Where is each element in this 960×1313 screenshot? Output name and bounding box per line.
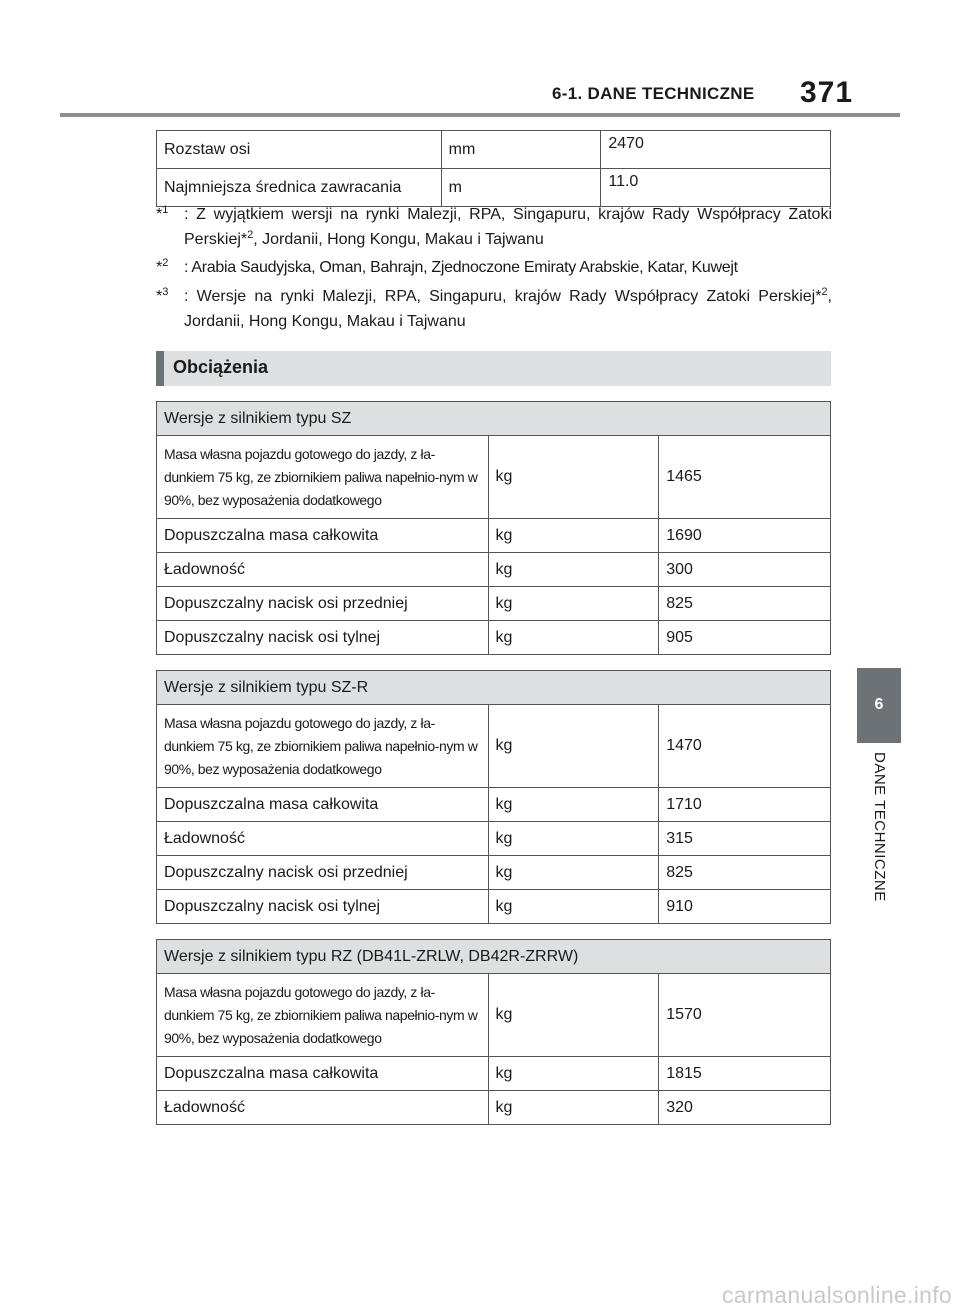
row-label: Dopuszczalny nacisk osi tylnej <box>157 621 489 655</box>
footnote-text: : Arabia Saudyjska, Oman, Bahrajn, Zjednoczone Emiraty Arabskie, Katar, Kuwejt <box>184 259 738 276</box>
row-label: Rozstaw osi <box>157 131 442 169</box>
row-label: Masa własna pojazdu gotowego do jazdy, z ła-dunkiem 75 kg, ze zbiornikiem paliwa napełnio-nym w 90%, bez wyposażenia dodatkowego <box>157 974 489 1057</box>
row-label: Dopuszczalna masa całkowita <box>157 788 489 822</box>
row-value: 1570 <box>659 974 831 1057</box>
row-value: 1470 <box>659 705 831 788</box>
row-label: Ładowność <box>157 1091 489 1125</box>
table-row <box>157 788 831 822</box>
table-heading-row <box>157 940 831 974</box>
load-table-sz <box>156 401 831 655</box>
chapter-number: 6 <box>874 696 884 713</box>
footnote-text: : Z wyjątkiem wersji na rynki Malezji, RPA, Singapuru, krajów Rady Współpracy Zatoki Perskiej* <box>184 206 832 248</box>
footnote-mark: * <box>156 259 163 276</box>
table-row <box>157 553 831 587</box>
row-label: Ładowność <box>157 553 489 587</box>
table-row <box>157 436 831 519</box>
table-row <box>157 131 831 169</box>
row-value: 300 <box>659 553 831 587</box>
row-value: 315 <box>659 822 831 856</box>
row-unit: mm <box>441 131 601 169</box>
row-label: Dopuszczalny nacisk osi tylnej <box>157 890 489 924</box>
footnote-number: 3 <box>162 286 169 298</box>
page-number: 371 <box>800 76 854 109</box>
table-row <box>157 705 831 788</box>
table-row <box>157 856 831 890</box>
row-unit: kg <box>488 1091 659 1125</box>
dimensions-table <box>156 130 831 207</box>
row-value: 11.0 <box>601 169 831 207</box>
row-unit: kg <box>488 587 659 621</box>
row-label: Dopuszczalna masa całkowita <box>157 519 489 553</box>
footnote-number: 2 <box>162 257 169 269</box>
footnote-1 <box>156 202 832 252</box>
row-unit: kg <box>488 436 659 519</box>
row-unit: kg <box>488 705 659 788</box>
row-value: 1690 <box>659 519 831 553</box>
table-row <box>157 822 831 856</box>
row-unit: m <box>441 169 601 207</box>
row-unit: kg <box>488 519 659 553</box>
table-heading: Wersje z silnikiem typu SZ-R <box>157 671 831 705</box>
row-unit: kg <box>488 788 659 822</box>
footnote-text: , Jordanii, Hong Kongu, Makau i Tajwanu <box>184 288 832 330</box>
chapter-label: DANE TECHNICZNE <box>871 752 888 902</box>
row-label: Najmniejsza średnica zawracania <box>157 169 442 207</box>
table-row <box>157 1057 831 1091</box>
row-value: 320 <box>659 1091 831 1125</box>
row-unit: kg <box>488 621 659 655</box>
header-title: 6-1. DANE TECHNICZNE <box>552 84 755 103</box>
table-row <box>157 519 831 553</box>
row-unit: kg <box>488 553 659 587</box>
footnote-3 <box>156 284 832 334</box>
row-value: 825 <box>659 587 831 621</box>
watermark: carmanualsonline.info <box>721 1282 952 1308</box>
section-title: Obciążenia <box>173 357 269 377</box>
row-unit: kg <box>488 1057 659 1091</box>
row-label: Ładowność <box>157 822 489 856</box>
table-row <box>157 1091 831 1125</box>
row-value: 1815 <box>659 1057 831 1091</box>
table-heading: Wersje z silnikiem typu RZ (DB41L-ZRLW, DB42R-ZRRW) <box>157 940 831 974</box>
header-divider <box>60 113 900 117</box>
table-heading-row <box>157 671 831 705</box>
chapter-tab <box>857 668 901 743</box>
row-value: 825 <box>659 856 831 890</box>
row-value: 2470 <box>601 131 831 169</box>
table-row <box>157 587 831 621</box>
row-unit: kg <box>488 974 659 1057</box>
footnote-number: 1 <box>162 204 169 216</box>
load-table-sz-r <box>156 670 831 924</box>
footnote-mark: * <box>156 206 163 223</box>
footnote-mark: * <box>156 288 163 305</box>
table-row <box>157 621 831 655</box>
table-row <box>157 169 831 207</box>
section-accent <box>156 351 164 386</box>
load-table-rz <box>156 939 831 1125</box>
footnote-ref: 2 <box>247 229 254 241</box>
row-unit: kg <box>488 890 659 924</box>
row-label: Dopuszczalna masa całkowita <box>157 1057 489 1091</box>
row-unit: kg <box>488 822 659 856</box>
row-unit: kg <box>488 856 659 890</box>
row-value: 905 <box>659 621 831 655</box>
row-value: 910 <box>659 890 831 924</box>
table-row <box>157 974 831 1057</box>
table-heading-row <box>157 402 831 436</box>
table-heading: Wersje z silnikiem typu SZ <box>157 402 831 436</box>
section-heading <box>156 351 831 386</box>
row-label: Dopuszczalny nacisk osi przedniej <box>157 587 489 621</box>
row-label: Dopuszczalny nacisk osi przedniej <box>157 856 489 890</box>
footnote-2 <box>156 255 832 280</box>
row-label: Masa własna pojazdu gotowego do jazdy, z ła-dunkiem 75 kg, ze zbiornikiem paliwa napełnio-nym w 90%, bez wyposażenia dodatkowego <box>157 705 489 788</box>
row-value: 1710 <box>659 788 831 822</box>
footnote-ref: 2 <box>821 286 828 298</box>
footnote-text: : Wersje na rynki Malezji, RPA, Singapuru, krajów Rady Współpracy Zatoki Perskiej* <box>184 288 822 305</box>
row-label: Masa własna pojazdu gotowego do jazdy, z ła-dunkiem 75 kg, ze zbiornikiem paliwa napełnio-nym w 90%, bez wyposażenia dodatkowego <box>157 436 489 519</box>
row-value: 1465 <box>659 436 831 519</box>
table-row <box>157 890 831 924</box>
footnote-text: , Jordanii, Hong Kongu, Makau i Tajwanu <box>253 231 544 248</box>
